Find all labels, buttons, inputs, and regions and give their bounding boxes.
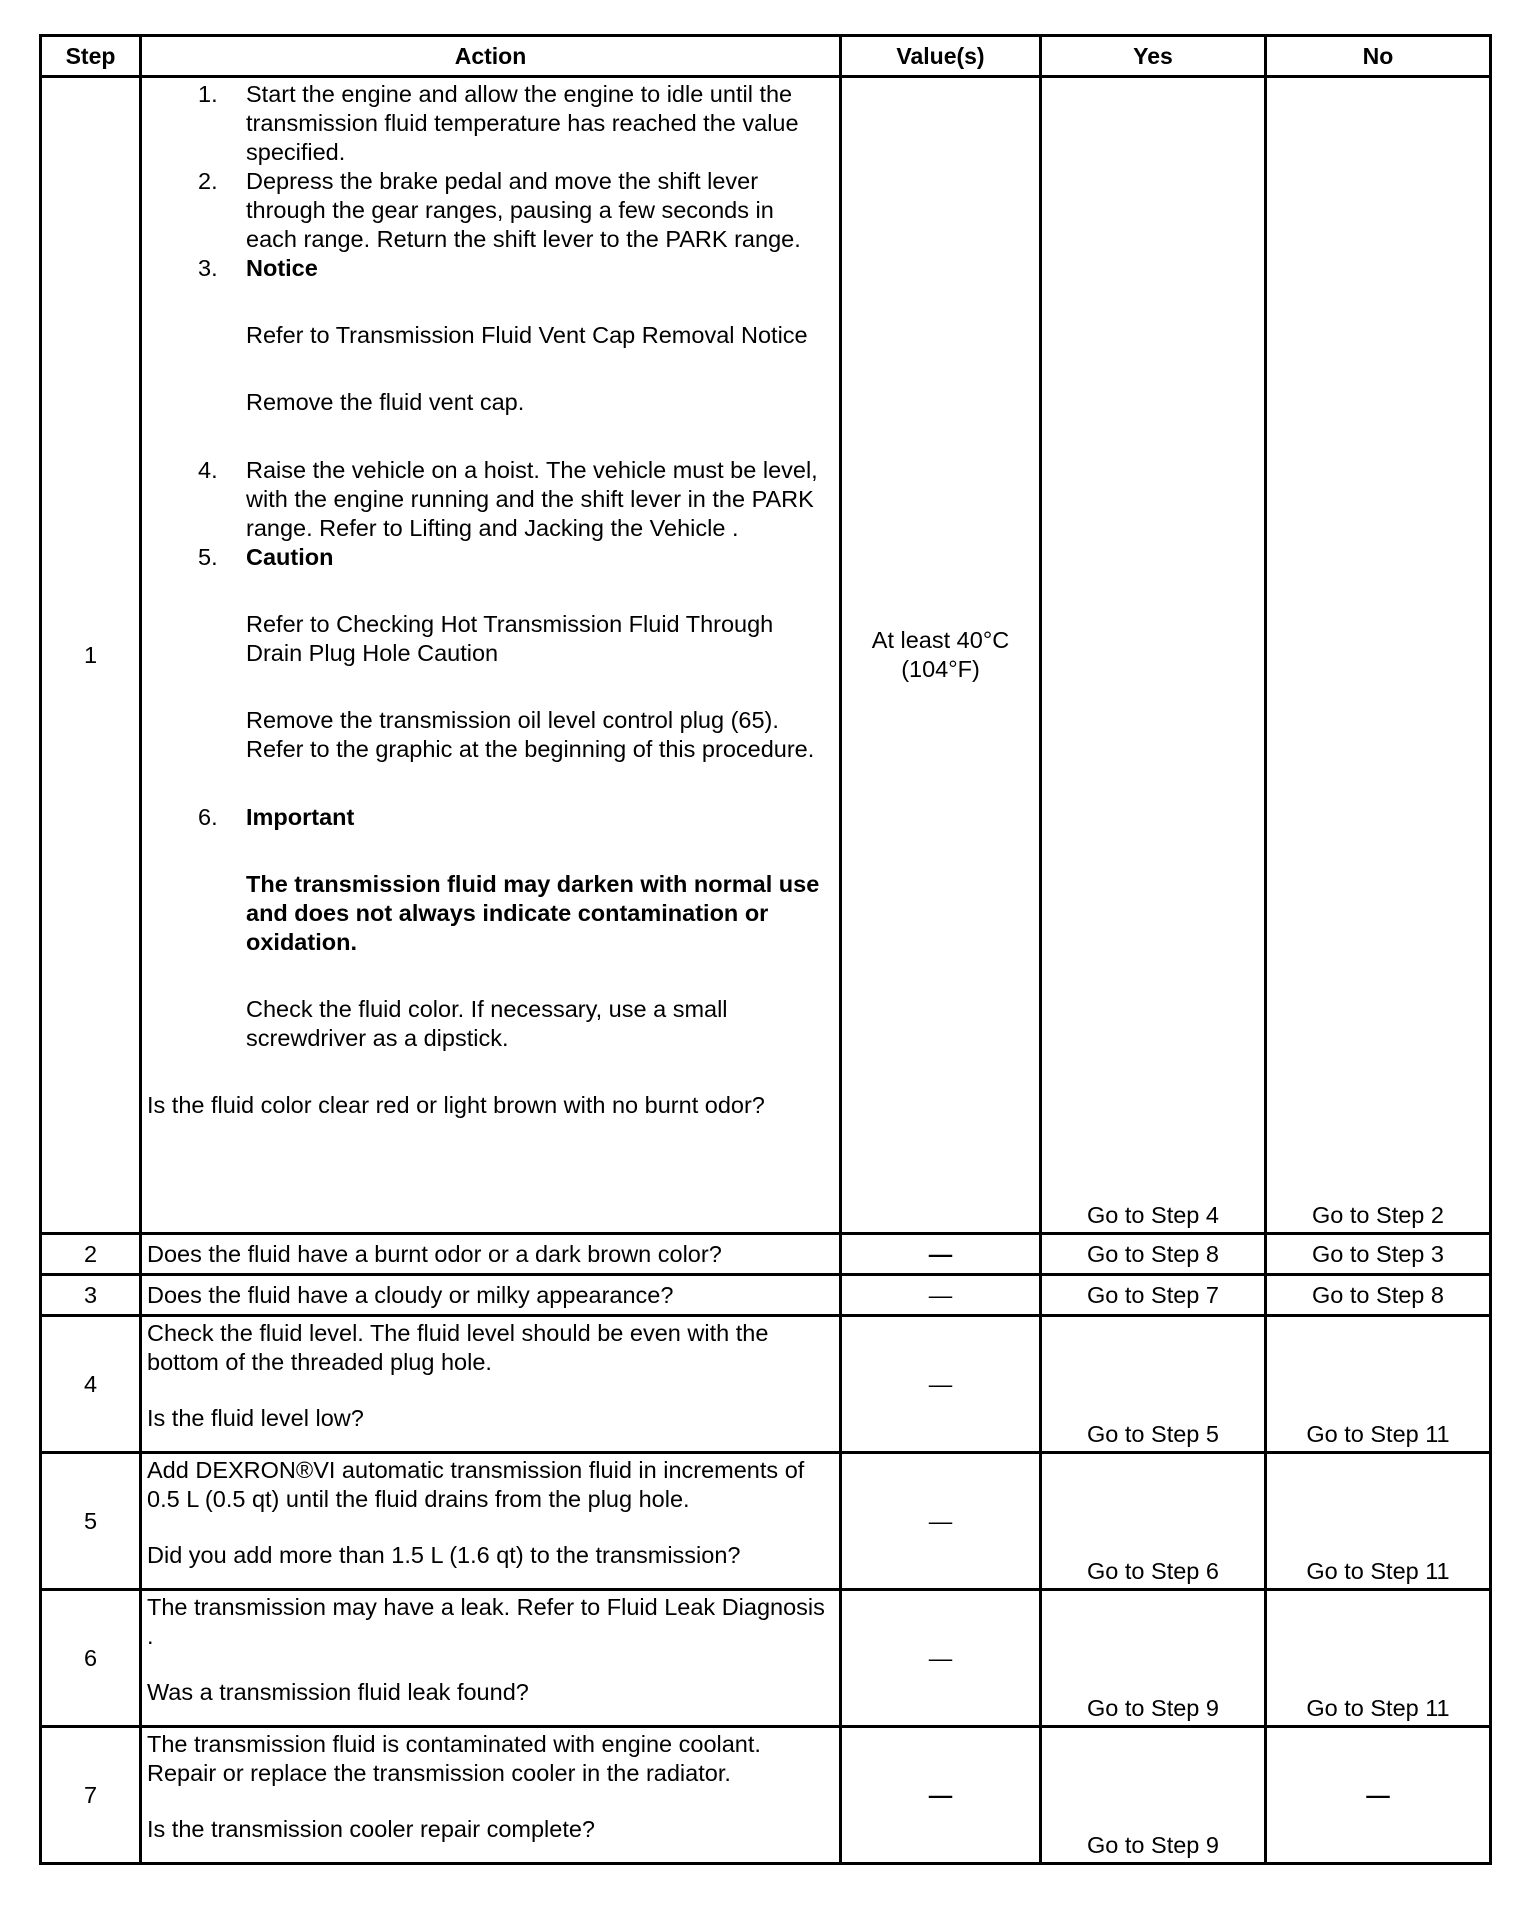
action-cell (141, 1590, 841, 1727)
yes-cell: Go to Step 4 (1041, 77, 1266, 1234)
question: Is the fluid color clear red or light brown with no burnt odor? (147, 1092, 765, 1118)
step-number: 2 (41, 1234, 141, 1275)
question: Does the fluid have a cloudy or milky appearance? (141, 1275, 841, 1316)
substep-list (147, 80, 831, 1053)
action-text: Add DEXRON®VI automatic transmission fluid in increments of 0.5 L (0.5 qt) until the fluid drains from the plug hole. (147, 1457, 805, 1512)
action-text: The transmission may have a leak. Refer to Fluid Leak Diagnosis . (147, 1594, 825, 1649)
value-cell: — (841, 1453, 1041, 1590)
table-row (41, 1590, 1491, 1727)
table-row (41, 1234, 1491, 1275)
action-cell (141, 77, 841, 1234)
action-text: Check the fluid level. The fluid level should be even with the bottom of the threaded plug hole. (147, 1320, 769, 1375)
action-text: The transmission fluid is contaminated with engine coolant. Repair or replace the transmission cooler in the radiator. (147, 1731, 761, 1786)
no-cell: Go to Step 3 (1266, 1234, 1491, 1275)
question: Is the fluid level low? (147, 1405, 364, 1431)
step-number: 1 (41, 77, 141, 1234)
table-row (41, 1316, 1491, 1453)
step-number: 3 (41, 1275, 141, 1316)
caution-text: Refer to Checking Hot Transmission Fluid Through Drain Plug Hole Caution (246, 611, 774, 666)
substep: 5. Caution Refer to Checking Hot Transmission Fluid Through Drain Plug Hole Caution Remove the transmission oil level control plug (65). Refer to the graphic at the beginning of this procedure. (198, 543, 831, 764)
table-row (41, 1727, 1491, 1864)
substep: 1. Start the engine and allow the engine to idle until the transmission fluid temperature has reached the value specified. (198, 81, 799, 165)
no-cell: Go to Step 11 (1266, 1453, 1491, 1590)
no-cell: Go to Step 2 (1266, 77, 1491, 1234)
header-values: Value(s) (841, 36, 1041, 77)
question: Does the fluid have a burnt odor or a dark brown color? (141, 1234, 841, 1275)
important-text: The transmission fluid may darken with normal use and does not always indicate contamination or oxidation. (246, 871, 820, 955)
header-action: Action (141, 36, 841, 77)
header-row (41, 36, 1491, 77)
action-cell (141, 1316, 841, 1453)
substep: 3. Notice Refer to Transmission Fluid Vent Cap Removal Notice Remove the fluid vent cap. (198, 254, 831, 417)
yes-cell: Go to Step 9 (1041, 1590, 1266, 1727)
yes-cell: Go to Step 8 (1041, 1234, 1266, 1275)
no-cell: Go to Step 8 (1266, 1275, 1491, 1316)
yes-cell: Go to Step 9 (1041, 1727, 1266, 1864)
substep: 2. Depress the brake pedal and move the shift lever through the gear ranges, pausing a few seconds in each range. Return the shift lever to the PARK range. (198, 168, 801, 252)
value-cell: — (841, 1590, 1041, 1727)
header-step: Step (41, 36, 141, 77)
value-cell: — (841, 1316, 1041, 1453)
yes-cell: Go to Step 5 (1041, 1316, 1266, 1453)
no-cell: Go to Step 11 (1266, 1316, 1491, 1453)
caution-title: Caution (246, 544, 334, 570)
question: Was a transmission fluid leak found? (147, 1679, 529, 1705)
step-number: 4 (41, 1316, 141, 1453)
header-yes: Yes (1041, 36, 1266, 77)
action-cell (141, 1727, 841, 1864)
step-number: 7 (41, 1727, 141, 1864)
diagnostic-table (39, 34, 1492, 1865)
value-cell: — (841, 1234, 1041, 1275)
header-no: No (1266, 36, 1491, 77)
question: Did you add more than 1.5 L (1.6 qt) to the transmission? (147, 1542, 741, 1568)
step-number: 5 (41, 1453, 141, 1590)
substep: 6. Important The transmission fluid may darken with normal use and does not always indicate contamination or oxidation. Check the fluid color. If necessary, use a small screwdriver as a dipstick. (198, 804, 820, 1051)
substep: 4. Raise the vehicle on a hoist. The vehicle must be level, with the engine running and the shift lever in the PARK range. Refer to Lifting and Jacking the Vehicle . (198, 457, 818, 541)
value-cell: — (841, 1727, 1041, 1864)
value-cell: — (841, 1275, 1041, 1316)
yes-cell: Go to Step 7 (1041, 1275, 1266, 1316)
yes-cell: Go to Step 6 (1041, 1453, 1266, 1590)
action-cell (141, 1453, 841, 1590)
no-cell: — (1266, 1727, 1491, 1864)
question: Is the transmission cooler repair complete? (147, 1816, 596, 1842)
notice-text: Refer to Transmission Fluid Vent Cap Removal Notice (246, 322, 808, 348)
step-number: 6 (41, 1590, 141, 1727)
value-cell: At least 40°C (104°F) (841, 77, 1041, 1234)
table-row (41, 1453, 1491, 1590)
table-row (41, 77, 1491, 1234)
table-row (41, 1275, 1491, 1316)
notice-title: Notice (246, 255, 318, 281)
important-title: Important (246, 804, 355, 830)
no-cell: Go to Step 11 (1266, 1590, 1491, 1727)
